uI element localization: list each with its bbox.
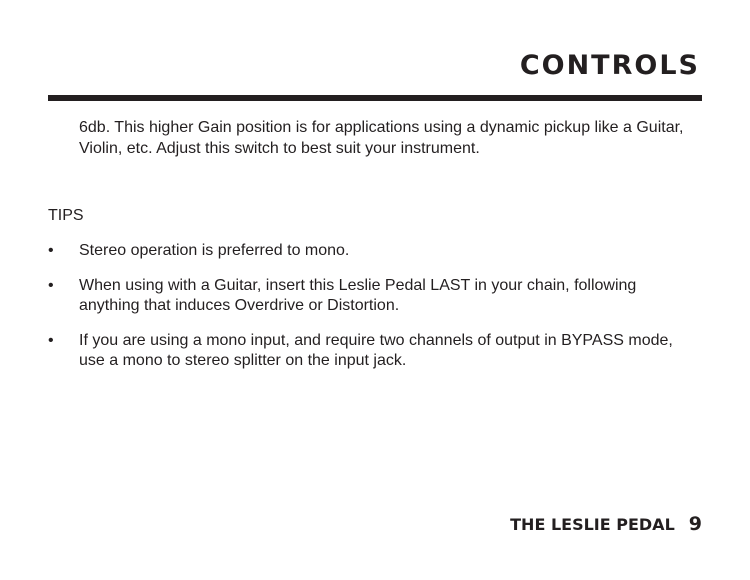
header-divider xyxy=(48,95,702,101)
list-item xyxy=(48,331,698,371)
tip-text: Stereo operation is preferred to mono. xyxy=(79,242,350,259)
tip-text: When using with a Guitar, insert this Leslie Pedal LAST in your chain, following anything that induces Overdrive or Distortion. xyxy=(79,277,637,314)
list-item xyxy=(48,241,698,261)
tip-text: If you are using a mono input, and require two channels of output in BYPASS mode, use a mono to stereo splitter on the input jack. xyxy=(79,332,673,369)
bullet-icon: • xyxy=(48,332,54,349)
footer-product-name: THE LESLIE PEDAL xyxy=(510,515,675,534)
bullet-icon: • xyxy=(48,242,54,259)
bullet-icon: • xyxy=(48,277,54,294)
tips-list xyxy=(48,241,698,386)
list-item xyxy=(48,276,698,316)
page-number: 9 xyxy=(688,513,702,535)
tips-heading: TIPS xyxy=(48,207,84,224)
page-title: CONTROLS xyxy=(519,50,700,81)
page-footer xyxy=(510,513,702,535)
intro-paragraph: 6db. This higher Gain position is for applications using a dynamic pickup like a Guitar, Violin, etc. Adjust this switch to best suit your instrument. xyxy=(79,119,684,157)
